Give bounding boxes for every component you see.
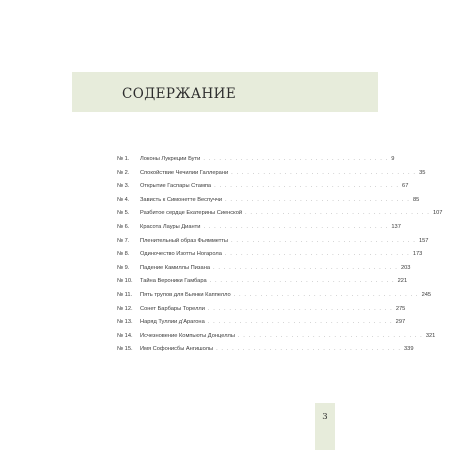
toc-entry-title: Пять трупов для Бьянки Каппелло <box>140 291 231 298</box>
dot-leader: . . . . . . . . . . . . . . . . . . . . . . . . . . . . . . . . . . . <box>214 183 400 190</box>
toc-entry-title: Одиночество Изотты Ногарола <box>140 251 222 258</box>
toc-entry-number: № 1. <box>117 156 130 162</box>
toc-entry-title: Красота Лауры Дианти <box>140 223 201 230</box>
toc-entry[interactable] <box>117 330 436 344</box>
toc-entry-title: Открытие Гаспары Стампа <box>140 183 212 190</box>
toc-entry[interactable] <box>117 194 420 208</box>
toc-entry[interactable] <box>117 207 443 221</box>
dot-leader: . . . . . . . . . . . . . . . . . . . . . . . . . . . . . . . . . . . <box>237 332 423 339</box>
toc-entry-number: № 12. <box>117 305 133 312</box>
toc-entry-number: № 6. <box>117 223 130 230</box>
toc-entry[interactable] <box>117 275 408 289</box>
toc-entry-number: № 14. <box>117 332 133 339</box>
toc-entry-page: 107 <box>432 210 443 217</box>
toc-entry[interactable] <box>117 343 414 357</box>
table-of-contents <box>117 153 443 357</box>
toc-entry-number: № 3. <box>117 183 130 190</box>
toc-entry-title: Зависть к Симонетте Веспуччи <box>140 196 223 203</box>
dot-leader: . . . . . . . . . . . . . . . . . . . . . . . . . . . . . . . . . . . <box>213 264 398 271</box>
toc-entry[interactable] <box>117 289 432 303</box>
toc-entry-title: Имя Софонисбы Ангишолы <box>140 346 214 353</box>
page-title: СОДЕРЖАНИЕ <box>122 86 237 102</box>
dot-leader: . . . . . . . . . . . . . . . . . . . . . . . . . . . . . . . . . . . <box>203 156 389 162</box>
dot-leader: . . . . . . . . . . . . . . . . . . . . . . . . . . . . . . . . . . . <box>207 319 393 326</box>
toc-entry-page: 173 <box>412 251 423 258</box>
toc-entry-page: 137 <box>391 223 401 230</box>
page-number-tab <box>315 403 335 450</box>
dot-leader: . . . . . . . . . . . . . . . . . . . . . . . . . . . . . . . . . . . <box>233 291 419 298</box>
toc-entry-page: 35 <box>419 169 426 176</box>
toc-entry-page: 203 <box>400 264 411 271</box>
toc-entry-page: 245 <box>421 291 432 298</box>
dot-leader: . . . . . . . . . . . . . . . . . . . . . . . . . . . . . . . . . . . <box>225 196 410 203</box>
toc-entry-title: Сонет Барбары Торелли <box>140 305 205 312</box>
toc-entry-page: 157 <box>418 237 429 244</box>
toc-entry-number: № 5. <box>117 210 130 217</box>
dot-leader: . . . . . . . . . . . . . . . . . . . . . . . . . . . . . . . . . . . <box>224 251 410 258</box>
toc-entry-page: 275 <box>395 305 406 312</box>
toc-entry-title: Наряд Туллии д'Арагона <box>140 319 205 326</box>
toc-entry-title: Падение Камиллы Пизана <box>140 264 211 271</box>
toc-entry-page: 85 <box>412 196 420 203</box>
toc-entry-title: Локоны Лукреции Бути <box>140 156 201 162</box>
toc-entry-number: № 11. <box>117 291 133 298</box>
toc-entry-page: 297 <box>395 319 406 326</box>
toc-entry-number: № 8. <box>117 251 130 258</box>
toc-entry-page: 339 <box>404 346 414 353</box>
toc-entry-page: 321 <box>425 332 436 339</box>
toc-entry-number: № 10. <box>117 278 133 285</box>
toc-entry-number: № 15. <box>117 346 133 353</box>
toc-entry-page: 67 <box>402 183 409 190</box>
page-number: 3 <box>322 412 328 422</box>
toc-entry-title: Пленительный образ Фьямметты <box>140 237 228 244</box>
toc-entry-title: Тайна Вероники Гамбара <box>140 278 207 285</box>
toc-entry-page: 9 <box>391 156 395 162</box>
toc-entry-page: 221 <box>397 278 408 285</box>
dot-leader: . . . . . . . . . . . . . . . . . . . . . . . . . . . . . . . . . . . <box>203 223 389 230</box>
toc-entry[interactable] <box>117 167 426 181</box>
toc-entry[interactable] <box>117 316 406 330</box>
toc-entry[interactable] <box>117 262 411 276</box>
toc-entry[interactable] <box>117 248 423 262</box>
toc-entry-title: Исчезновение Компьюты Донцеллы <box>140 332 235 339</box>
toc-entry[interactable] <box>117 303 406 317</box>
dot-leader: . . . . . . . . . . . . . . . . . . . . . . . . . . . . . . . . . . . <box>231 169 417 176</box>
toc-entry-number: № 2. <box>117 169 130 176</box>
toc-entry-number: № 13. <box>117 319 133 326</box>
toc-entry-title: Спокойствие Чечилии Галлерани <box>140 169 229 176</box>
dot-leader: . . . . . . . . . . . . . . . . . . . . . . . . . . . . . . . . . . . <box>209 278 395 285</box>
dot-leader: . . . . . . . . . . . . . . . . . . . . . . . . . . . . . . . . . . . <box>231 237 416 244</box>
dot-leader: . . . . . . . . . . . . . . . . . . . . . . . . . . . . . . . . . . . <box>216 346 401 353</box>
toc-entry[interactable] <box>117 221 401 235</box>
toc-entry-number: № 4. <box>117 196 130 203</box>
dot-leader: . . . . . . . . . . . . . . . . . . . . . . . . . . . . . . . . . . . <box>207 305 393 312</box>
toc-entry[interactable] <box>117 153 395 167</box>
toc-entry[interactable] <box>117 235 429 249</box>
toc-entry-number: № 9. <box>117 264 130 271</box>
toc-entry[interactable] <box>117 180 409 194</box>
dot-leader: . . . . . . . . . . . . . . . . . . . . . . . . . . . . . . . . . . . <box>245 210 430 217</box>
toc-entry-title: Разбитое сердце Екатерины Сиенской <box>140 210 243 217</box>
toc-entry-number: № 7. <box>117 237 130 244</box>
